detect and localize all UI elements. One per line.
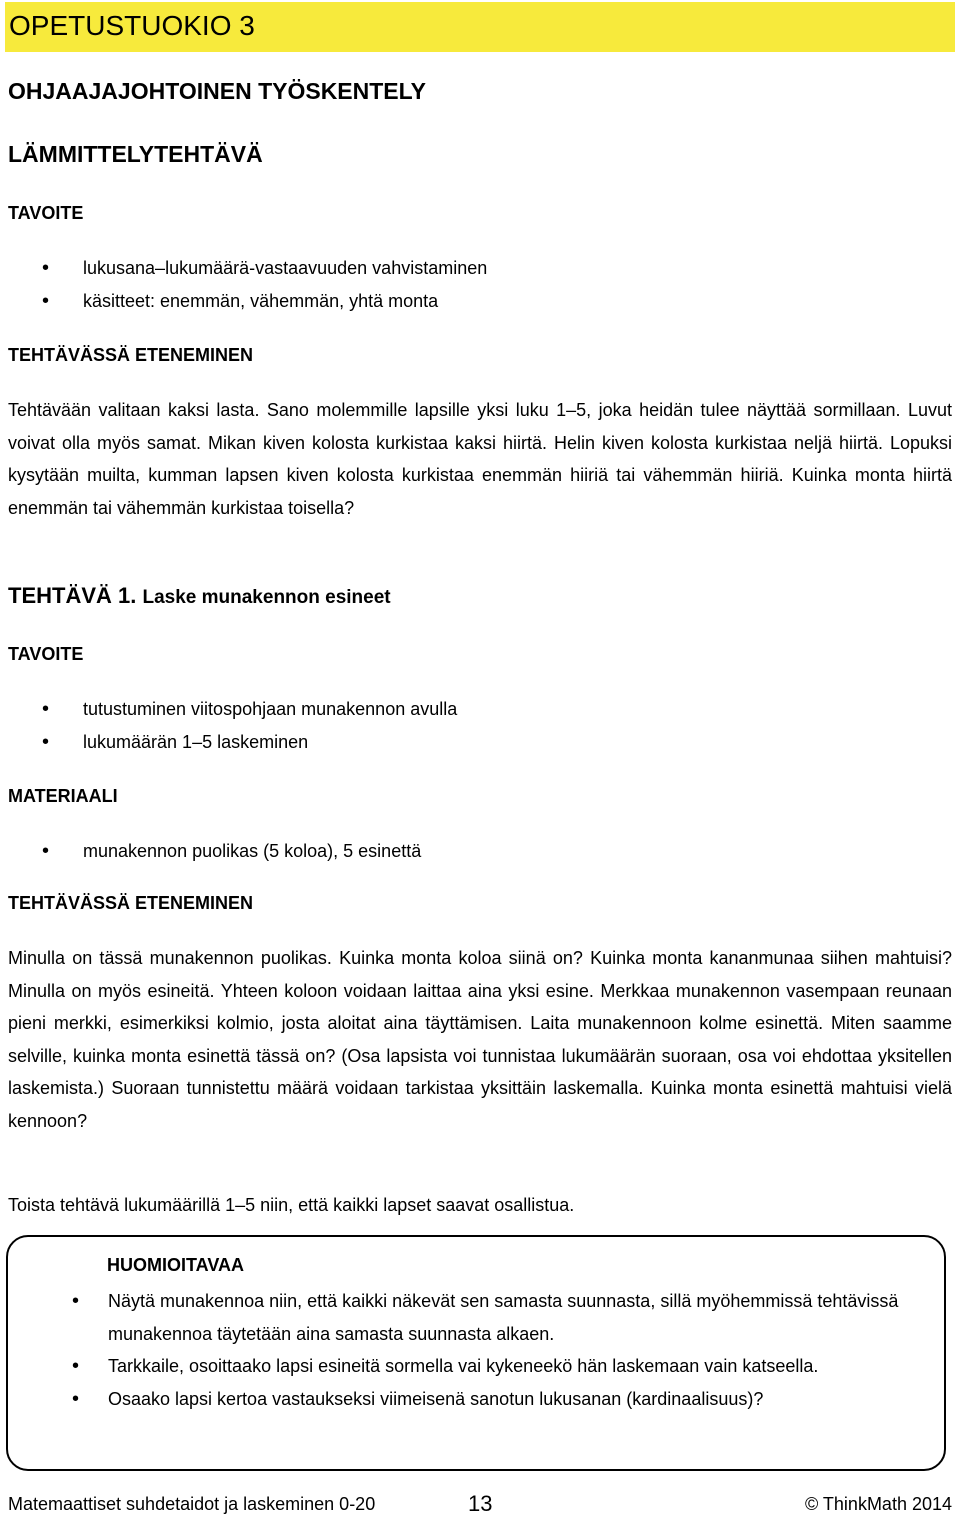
page-title: OPETUSTUOKIO 3 [9, 10, 255, 41]
warmup-goal-heading: TAVOITE [8, 203, 84, 223]
task1-goal-list [8, 693, 457, 758]
task1-title [8, 583, 391, 609]
list-item: • lukumäärän 1–5 laskeminen [8, 726, 457, 759]
footer-left: Matemaattiset suhdetaidot ja laskeminen 0-20 [8, 1494, 376, 1514]
footer-copyright: © ThinkMath 2014 [804, 1494, 952, 1514]
task1-name: Laske munakennon esineet [142, 587, 391, 608]
note-box [6, 1235, 946, 1471]
list-item: • Näytä munakennoa niin, että kaikki näkevät sen samasta suunnasta, sillä myöhemmissä tehtävissä munakennoa täytetään aina samasta suunnasta alkaen. [66, 1285, 916, 1350]
list-item: • tutustuminen viitospohjaan munakennon avulla [8, 693, 457, 726]
task1-goal-heading: TAVOITE [8, 644, 84, 664]
warmup-title: LÄMMITTELYTEHTÄVÄ [8, 141, 263, 167]
task1-progress-text: Minulla on tässä munakennon puolikas. Kuinka monta koloa siinä on? Kuinka monta kananmunaa siihen mahtuisi? Minulla on myös esineitä. Yhteen koloon voidaan laittaa aina yksi esine. Merkkaa munakennon vasempaan reunaan pieni merkki, esimerkiksi kolmio, josta aloitat aina täyttämisen. Laita munakennoon kolme esinettä. Miten saamme selville, kuinka monta esinettä tässä on? (Osa lapsista voi tunnistaa lukumäärän suoraan, osa voi ehdottaa yksitellen laskemista.) Suoraan tunnistettu määrä voidaan tarkistaa yksittäin laskemalla. Kuinka monta esinettä mahtuisi vielä kennoon? [8, 948, 952, 1131]
list-item: • käsitteet: enemmän, vähemmän, yhtä monta [8, 285, 487, 318]
note-list [66, 1285, 916, 1415]
list-item: • Tarkkaile, osoittaako lapsi esineitä sormella vai kykeneekö hän laskemaan vain katseella. [66, 1350, 916, 1383]
note-heading: HUOMIOITAVAA [107, 1255, 244, 1275]
list-item: • munakennon puolikas (5 koloa), 5 esinettä [8, 835, 421, 868]
task1-label: TEHTÄVÄ 1. [8, 583, 137, 608]
task1-material-list [8, 835, 421, 868]
warmup-progress-heading: TEHTÄVÄSSÄ ETENEMINEN [8, 345, 254, 365]
page-number: 13 [468, 1491, 493, 1516]
task1-repeat-text: Toista tehtävä lukumäärillä 1–5 niin, että kaikki lapset saavat osallistua. [8, 1195, 575, 1215]
title-banner [5, 2, 955, 52]
task1-progress-heading: TEHTÄVÄSSÄ ETENEMINEN [8, 893, 254, 913]
warmup-goal-list [8, 252, 487, 317]
task1-material-heading: MATERIAALI [8, 786, 118, 806]
warmup-progress-text: Tehtävään valitaan kaksi lasta. Sano molemmille lapsille yksi luku 1–5, joka heidän tulee näyttää sormillaan. Luvut voivat olla myös samat. Mikan kiven kolosta kurkistaa kaksi hiirtä. Helin kiven kolosta kurkistaa neljä hiirtä. Lopuksi kysytään muilta, kumman lapsen kiven kolosta kurkistaa enemmän hiiriä tai vähemmän hiiriä. Kuinka monta hiirtä enemmän tai vähemmän kurkistaa toisella? [8, 400, 952, 518]
list-item: • lukusana–lukumäärä-vastaavuuden vahvistaminen [8, 252, 487, 285]
section-title: OHJAAJAJOHTOINEN TYÖSKENTELY [8, 78, 426, 104]
list-item: • Osaako lapsi kertoa vastaukseksi viimeisenä sanotun lukusanan (kardinaalisuus)? [66, 1383, 916, 1416]
